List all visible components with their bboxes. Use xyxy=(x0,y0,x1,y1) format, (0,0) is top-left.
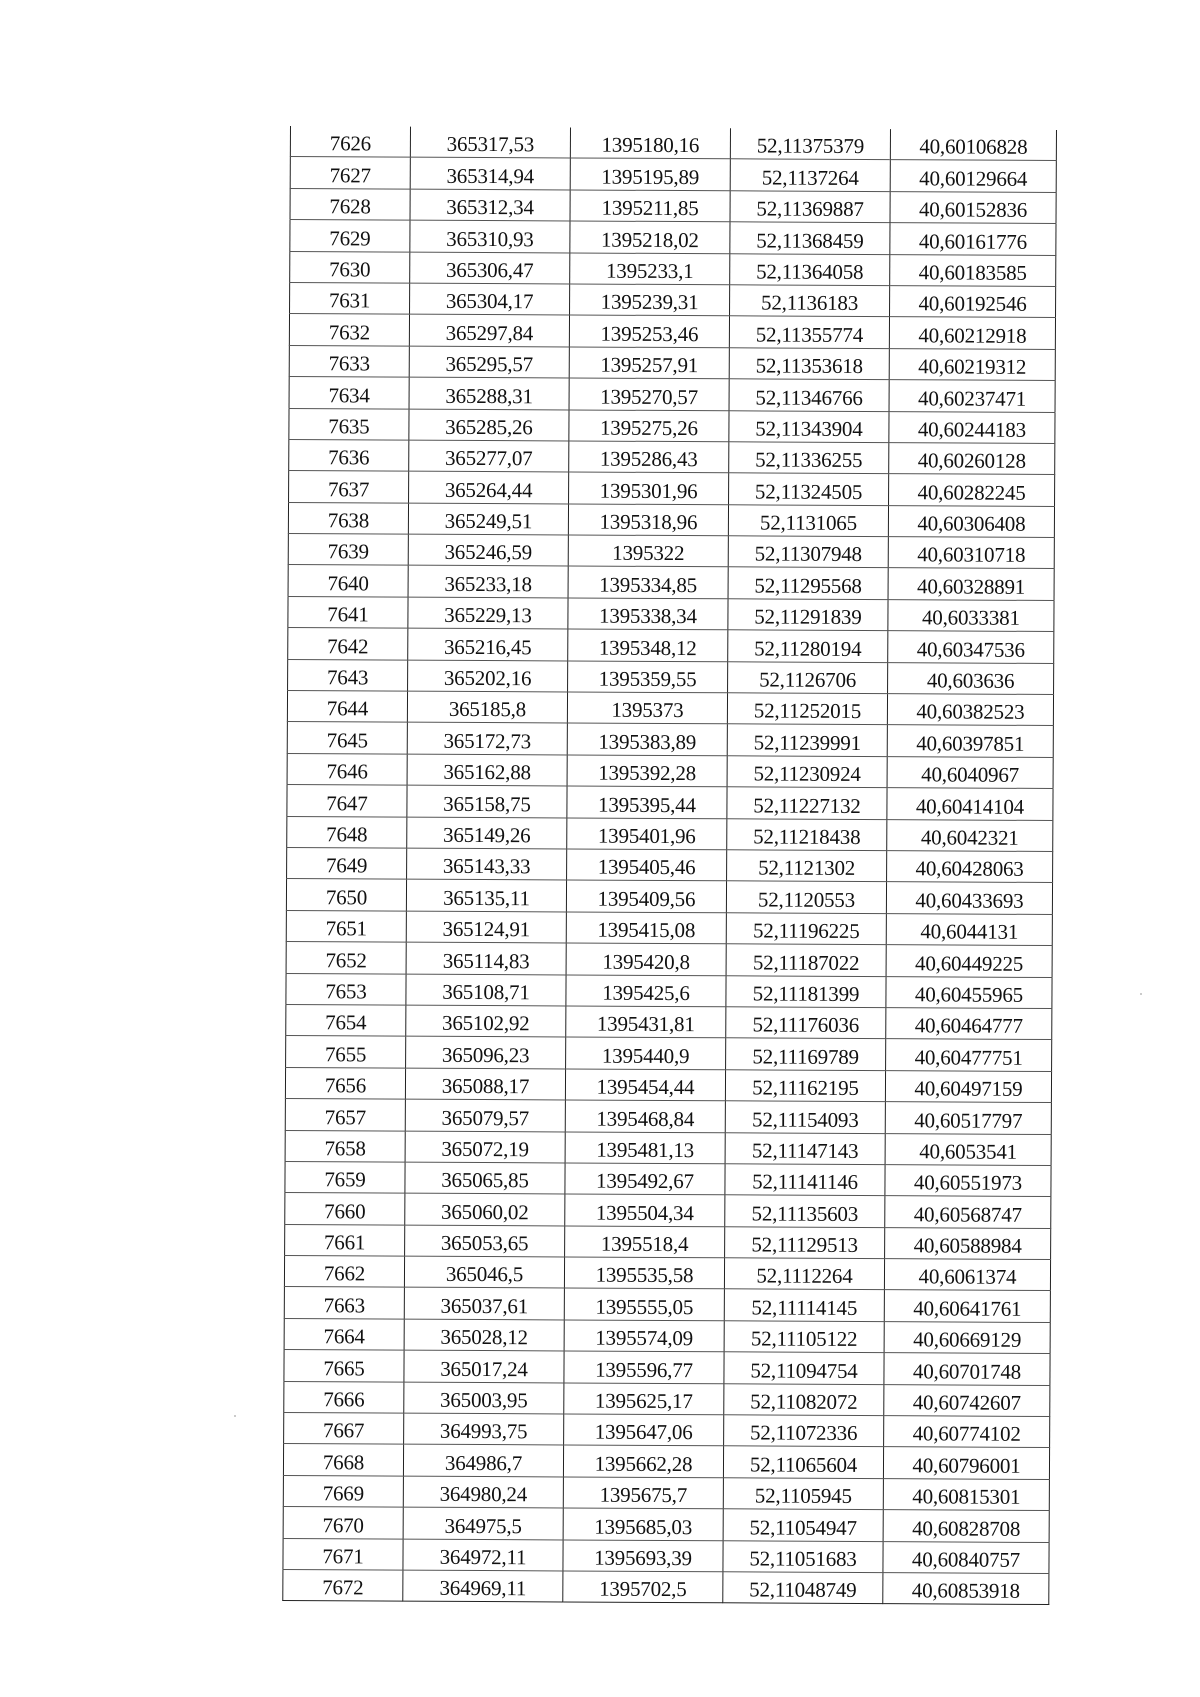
table-row xyxy=(286,973,1052,1008)
y-coordinate-cell: 1395675,7 xyxy=(563,1477,723,1509)
latitude-cell: 52,11346766 xyxy=(729,379,889,411)
point-number-cell: 7657 xyxy=(285,1099,405,1131)
y-coordinate-cell: 1395318,96 xyxy=(568,504,728,536)
y-coordinate-cell: 1395535,58 xyxy=(564,1257,724,1289)
longitude-cell: 40,6044131 xyxy=(886,913,1052,945)
longitude-cell: 40,60455965 xyxy=(886,976,1052,1008)
latitude-cell: 52,11291839 xyxy=(728,599,888,631)
y-coordinate-cell: 1395405,46 xyxy=(567,849,727,881)
latitude-cell: 52,11343904 xyxy=(729,410,889,442)
latitude-cell: 52,1121302 xyxy=(727,850,887,882)
y-coordinate-cell: 1395420,8 xyxy=(566,943,726,975)
table-row xyxy=(289,439,1055,474)
y-coordinate-cell: 1395359,55 xyxy=(568,661,728,693)
table-row xyxy=(289,377,1055,412)
longitude-cell: 40,60701748 xyxy=(884,1353,1050,1385)
point-number-cell: 7639 xyxy=(288,534,408,566)
longitude-cell: 40,60244183 xyxy=(889,411,1055,443)
y-coordinate-cell: 1395395,44 xyxy=(567,786,727,818)
latitude-cell: 52,11369887 xyxy=(730,191,890,223)
point-number-cell: 7665 xyxy=(284,1350,404,1382)
point-number-cell: 7668 xyxy=(283,1444,403,1476)
x-coordinate-cell: 365249,51 xyxy=(408,503,568,535)
table-row xyxy=(286,910,1052,945)
longitude-cell: 40,60310718 xyxy=(888,537,1054,569)
longitude-cell: 40,603636 xyxy=(888,662,1054,694)
point-number-cell: 7658 xyxy=(285,1130,405,1162)
longitude-cell: 40,60192546 xyxy=(890,286,1056,318)
longitude-cell: 40,60237471 xyxy=(889,380,1055,412)
latitude-cell: 52,11169789 xyxy=(726,1038,886,1070)
longitude-cell: 40,60212918 xyxy=(889,317,1055,349)
table-row xyxy=(286,942,1052,977)
x-coordinate-cell: 365158,75 xyxy=(407,785,567,817)
point-number-cell: 7640 xyxy=(288,565,408,597)
table-row xyxy=(289,408,1055,443)
x-coordinate-cell: 365312,34 xyxy=(410,189,570,221)
table-row xyxy=(285,1130,1051,1165)
table-row xyxy=(284,1350,1050,1385)
y-coordinate-cell: 1395431,81 xyxy=(566,1006,726,1038)
table-row xyxy=(290,157,1056,192)
coordinates-table-body xyxy=(283,126,1057,1605)
longitude-cell: 40,60347536 xyxy=(888,631,1054,663)
table-row xyxy=(288,565,1054,600)
point-number-cell: 7649 xyxy=(287,847,407,879)
longitude-cell: 40,60433693 xyxy=(886,882,1052,914)
y-coordinate-cell: 1395383,89 xyxy=(567,723,727,755)
longitude-cell: 40,60306408 xyxy=(888,505,1054,537)
y-coordinate-cell: 1395662,28 xyxy=(563,1445,723,1477)
x-coordinate-cell: 364986,7 xyxy=(403,1445,563,1477)
x-coordinate-cell: 365288,31 xyxy=(409,377,569,409)
y-coordinate-cell: 1395425,6 xyxy=(566,975,726,1007)
y-coordinate-cell: 1395693,39 xyxy=(563,1540,723,1572)
latitude-cell: 52,11355774 xyxy=(729,316,889,348)
point-number-cell: 7628 xyxy=(290,188,410,220)
point-number-cell: 7641 xyxy=(288,596,408,628)
x-coordinate-cell: 365114,83 xyxy=(406,942,566,974)
y-coordinate-cell: 1395625,17 xyxy=(564,1383,724,1415)
longitude-cell: 40,60414104 xyxy=(887,788,1053,820)
point-number-cell: 7661 xyxy=(285,1224,405,1256)
y-coordinate-cell: 1395574,09 xyxy=(564,1320,724,1352)
table-row xyxy=(287,753,1053,788)
table-row xyxy=(284,1413,1050,1448)
table-row xyxy=(283,1444,1049,1479)
scan-speck xyxy=(234,1415,236,1417)
y-coordinate-cell: 1395440,9 xyxy=(566,1037,726,1069)
x-coordinate-cell: 365216,45 xyxy=(408,628,568,660)
longitude-cell: 40,60382523 xyxy=(887,694,1053,726)
x-coordinate-cell: 365233,18 xyxy=(408,566,568,598)
latitude-cell: 52,11364058 xyxy=(730,253,890,285)
latitude-cell: 52,11239991 xyxy=(727,724,887,756)
y-coordinate-cell: 1395180,16 xyxy=(570,127,730,159)
longitude-cell: 40,60742607 xyxy=(884,1384,1050,1416)
x-coordinate-cell: 365314,94 xyxy=(410,158,570,190)
table-row xyxy=(290,220,1056,255)
x-coordinate-cell: 365072,19 xyxy=(405,1131,565,1163)
latitude-cell: 52,11141146 xyxy=(725,1164,885,1196)
latitude-cell: 52,11227132 xyxy=(727,787,887,819)
latitude-cell: 52,11252015 xyxy=(727,693,887,725)
point-number-cell: 7631 xyxy=(290,282,410,314)
x-coordinate-cell: 365028,12 xyxy=(404,1319,564,1351)
longitude-cell: 40,6061374 xyxy=(884,1259,1050,1291)
y-coordinate-cell: 1395468,84 xyxy=(565,1100,725,1132)
table-row xyxy=(284,1381,1050,1416)
point-number-cell: 7635 xyxy=(289,408,409,440)
point-number-cell: 7644 xyxy=(287,691,407,723)
point-number-cell: 7627 xyxy=(290,157,410,189)
y-coordinate-cell: 1395685,03 xyxy=(563,1508,723,1540)
latitude-cell: 52,11375379 xyxy=(730,128,890,160)
x-coordinate-cell: 365149,26 xyxy=(407,817,567,849)
table-row xyxy=(287,691,1053,726)
point-number-cell: 7659 xyxy=(285,1161,405,1193)
x-coordinate-cell: 365306,47 xyxy=(410,252,570,284)
y-coordinate-cell: 1395253,46 xyxy=(569,315,729,347)
y-coordinate-cell: 1395409,56 xyxy=(566,880,726,912)
table-row xyxy=(285,1099,1051,1134)
table-row xyxy=(288,596,1054,631)
point-number-cell: 7655 xyxy=(286,1036,406,1068)
x-coordinate-cell: 365304,17 xyxy=(410,283,570,315)
x-coordinate-cell: 365060,02 xyxy=(405,1193,565,1225)
longitude-cell: 40,60106828 xyxy=(890,129,1056,161)
point-number-cell: 7634 xyxy=(289,377,409,409)
y-coordinate-cell: 1395211,85 xyxy=(570,190,730,222)
latitude-cell: 52,11295568 xyxy=(728,567,888,599)
longitude-cell: 40,60397851 xyxy=(887,725,1053,757)
longitude-cell: 40,60161776 xyxy=(890,223,1056,255)
x-coordinate-cell: 365317,53 xyxy=(410,127,570,159)
y-coordinate-cell: 1395334,85 xyxy=(568,566,728,598)
point-number-cell: 7669 xyxy=(283,1475,403,1507)
latitude-cell: 52,11129513 xyxy=(725,1226,885,1258)
point-number-cell: 7662 xyxy=(284,1256,404,1288)
latitude-cell: 52,11181399 xyxy=(726,975,886,1007)
table-row xyxy=(287,847,1053,882)
latitude-cell: 52,11176036 xyxy=(726,1007,886,1039)
longitude-cell: 40,60428063 xyxy=(887,851,1053,883)
point-number-cell: 7647 xyxy=(287,785,407,817)
y-coordinate-cell: 1395233,1 xyxy=(570,253,730,285)
point-number-cell: 7670 xyxy=(283,1507,403,1539)
table-row xyxy=(288,502,1054,537)
x-coordinate-cell: 365162,88 xyxy=(407,754,567,786)
y-coordinate-cell: 1395322 xyxy=(568,535,728,567)
table-row xyxy=(286,1004,1052,1039)
latitude-cell: 52,11336255 xyxy=(729,442,889,474)
latitude-cell: 52,1120553 xyxy=(726,881,886,913)
point-number-cell: 7671 xyxy=(283,1538,403,1570)
longitude-cell: 40,60129664 xyxy=(890,160,1056,192)
latitude-cell: 52,11154093 xyxy=(725,1101,885,1133)
longitude-cell: 40,60152836 xyxy=(890,191,1056,223)
y-coordinate-cell: 1395504,34 xyxy=(565,1194,725,1226)
x-coordinate-cell: 365102,92 xyxy=(406,1005,566,1037)
longitude-cell: 40,60497159 xyxy=(885,1070,1051,1102)
y-coordinate-cell: 1395257,91 xyxy=(569,347,729,379)
table-row xyxy=(287,785,1053,820)
latitude-cell: 52,11048749 xyxy=(723,1572,883,1604)
x-coordinate-cell: 364993,75 xyxy=(404,1413,564,1445)
latitude-cell: 52,11065604 xyxy=(723,1446,883,1478)
longitude-cell: 40,60840757 xyxy=(883,1541,1049,1573)
y-coordinate-cell: 1395270,57 xyxy=(569,378,729,410)
point-number-cell: 7630 xyxy=(290,251,410,283)
x-coordinate-cell: 365135,11 xyxy=(406,879,566,911)
point-number-cell: 7663 xyxy=(284,1287,404,1319)
coordinates-table xyxy=(282,126,1057,1605)
latitude-cell: 52,1126706 xyxy=(728,661,888,693)
table-row xyxy=(283,1569,1049,1604)
longitude-cell: 40,60328891 xyxy=(888,568,1054,600)
table-row xyxy=(289,345,1055,380)
y-coordinate-cell: 1395338,34 xyxy=(568,598,728,630)
latitude-cell: 52,11218438 xyxy=(727,818,887,850)
x-coordinate-cell: 365088,17 xyxy=(405,1068,565,1100)
table-row xyxy=(288,628,1054,663)
y-coordinate-cell: 1395647,06 xyxy=(564,1414,724,1446)
latitude-cell: 52,11094754 xyxy=(724,1352,884,1384)
latitude-cell: 52,11353618 xyxy=(729,348,889,380)
longitude-cell: 40,60260128 xyxy=(889,443,1055,475)
longitude-cell: 40,6040967 xyxy=(887,756,1053,788)
table-row xyxy=(286,1036,1052,1071)
table-row xyxy=(290,188,1056,223)
x-coordinate-cell: 365285,26 xyxy=(409,409,569,441)
y-coordinate-cell: 1395555,05 xyxy=(564,1288,724,1320)
x-coordinate-cell: 365079,57 xyxy=(405,1099,565,1131)
table-row xyxy=(285,1224,1051,1259)
longitude-cell: 40,6053541 xyxy=(885,1133,1051,1165)
y-coordinate-cell: 1395518,4 xyxy=(565,1226,725,1258)
latitude-cell: 52,1137264 xyxy=(730,159,890,191)
table-row xyxy=(285,1067,1051,1102)
x-coordinate-cell: 365297,84 xyxy=(409,314,569,346)
table-row xyxy=(285,1193,1051,1228)
x-coordinate-cell: 365046,5 xyxy=(404,1256,564,1288)
latitude-cell: 52,11196225 xyxy=(726,913,886,945)
y-coordinate-cell: 1395702,5 xyxy=(563,1571,723,1603)
point-number-cell: 7664 xyxy=(284,1318,404,1350)
y-coordinate-cell: 1395348,12 xyxy=(568,629,728,661)
y-coordinate-cell: 1395286,43 xyxy=(569,441,729,473)
y-coordinate-cell: 1395415,08 xyxy=(566,912,726,944)
point-number-cell: 7626 xyxy=(290,126,410,158)
table-row xyxy=(284,1318,1050,1353)
latitude-cell: 52,11162195 xyxy=(725,1070,885,1102)
point-number-cell: 7638 xyxy=(288,502,408,534)
x-coordinate-cell: 365108,71 xyxy=(406,974,566,1006)
x-coordinate-cell: 365295,57 xyxy=(409,346,569,378)
table-row xyxy=(284,1256,1050,1291)
x-coordinate-cell: 364972,11 xyxy=(403,1539,563,1571)
x-coordinate-cell: 365065,85 xyxy=(405,1162,565,1194)
latitude-cell: 52,11105122 xyxy=(724,1321,884,1353)
table-row xyxy=(284,1287,1050,1322)
point-number-cell: 7643 xyxy=(288,659,408,691)
x-coordinate-cell: 365264,44 xyxy=(409,471,569,503)
y-coordinate-cell: 1395218,02 xyxy=(570,221,730,253)
longitude-cell: 40,60282245 xyxy=(889,474,1055,506)
x-coordinate-cell: 365310,93 xyxy=(410,220,570,252)
latitude-cell: 52,11114145 xyxy=(724,1289,884,1321)
x-coordinate-cell: 365172,73 xyxy=(407,723,567,755)
longitude-cell: 40,60449225 xyxy=(886,945,1052,977)
longitude-cell: 40,60183585 xyxy=(890,254,1056,286)
point-number-cell: 7637 xyxy=(289,471,409,503)
longitude-cell: 40,60477751 xyxy=(886,1039,1052,1071)
latitude-cell: 52,11324505 xyxy=(729,473,889,505)
point-number-cell: 7645 xyxy=(287,722,407,754)
latitude-cell: 52,11230924 xyxy=(727,756,887,788)
latitude-cell: 52,11368459 xyxy=(730,222,890,254)
point-number-cell: 7650 xyxy=(286,879,406,911)
x-coordinate-cell: 365229,13 xyxy=(408,597,568,629)
y-coordinate-cell: 1395301,96 xyxy=(569,472,729,504)
point-number-cell: 7666 xyxy=(284,1381,404,1413)
y-coordinate-cell: 1395195,89 xyxy=(570,158,730,190)
table-row xyxy=(283,1507,1049,1542)
longitude-cell: 40,60815301 xyxy=(883,1478,1049,1510)
x-coordinate-cell: 365053,65 xyxy=(405,1225,565,1257)
x-coordinate-cell: 364975,5 xyxy=(403,1507,563,1539)
point-number-cell: 7654 xyxy=(286,1004,406,1036)
longitude-cell: 40,6033381 xyxy=(888,599,1054,631)
longitude-cell: 40,6042321 xyxy=(887,819,1053,851)
longitude-cell: 40,60641761 xyxy=(884,1290,1050,1322)
longitude-cell: 40,60568747 xyxy=(885,1196,1051,1228)
table-row xyxy=(289,314,1055,349)
table-row xyxy=(286,879,1052,914)
longitude-cell: 40,60551973 xyxy=(885,1165,1051,1197)
latitude-cell: 52,11082072 xyxy=(724,1383,884,1415)
y-coordinate-cell: 1395373 xyxy=(567,692,727,724)
latitude-cell: 52,11054947 xyxy=(723,1509,883,1541)
y-coordinate-cell: 1395596,77 xyxy=(564,1351,724,1383)
longitude-cell: 40,60517797 xyxy=(885,1102,1051,1134)
longitude-cell: 40,60464777 xyxy=(886,1008,1052,1040)
y-coordinate-cell: 1395401,96 xyxy=(567,818,727,850)
latitude-cell: 52,1136183 xyxy=(730,285,890,317)
table-row xyxy=(290,282,1056,317)
point-number-cell: 7651 xyxy=(286,910,406,942)
x-coordinate-cell: 364980,24 xyxy=(403,1476,563,1508)
point-number-cell: 7632 xyxy=(289,314,409,346)
latitude-cell: 52,11051683 xyxy=(723,1540,883,1572)
point-number-cell: 7667 xyxy=(284,1413,404,1445)
latitude-cell: 52,11135603 xyxy=(725,1195,885,1227)
scan-speck xyxy=(1140,993,1142,995)
point-number-cell: 7672 xyxy=(283,1569,403,1601)
x-coordinate-cell: 364969,11 xyxy=(403,1570,563,1602)
x-coordinate-cell: 365003,95 xyxy=(404,1382,564,1414)
point-number-cell: 7648 xyxy=(287,816,407,848)
y-coordinate-cell: 1395481,13 xyxy=(565,1131,725,1163)
x-coordinate-cell: 365124,91 xyxy=(406,911,566,943)
longitude-cell: 40,60796001 xyxy=(883,1447,1049,1479)
x-coordinate-cell: 365185,8 xyxy=(407,691,567,723)
table-row xyxy=(289,471,1055,506)
point-number-cell: 7642 xyxy=(288,628,408,660)
latitude-cell: 52,11187022 xyxy=(726,944,886,976)
table-row xyxy=(290,126,1056,161)
x-coordinate-cell: 365277,07 xyxy=(409,440,569,472)
latitude-cell: 52,1105945 xyxy=(723,1478,883,1510)
latitude-cell: 52,11307948 xyxy=(728,536,888,568)
point-number-cell: 7646 xyxy=(287,753,407,785)
table-row xyxy=(287,816,1053,851)
x-coordinate-cell: 365096,23 xyxy=(406,1036,566,1068)
table-row xyxy=(283,1538,1049,1573)
table-row xyxy=(288,534,1054,569)
y-coordinate-cell: 1395275,26 xyxy=(569,409,729,441)
longitude-cell: 40,60669129 xyxy=(884,1321,1050,1353)
point-number-cell: 7653 xyxy=(286,973,406,1005)
latitude-cell: 52,11072336 xyxy=(724,1415,884,1447)
point-number-cell: 7652 xyxy=(286,942,406,974)
y-coordinate-cell: 1395492,67 xyxy=(565,1163,725,1195)
y-coordinate-cell: 1395239,31 xyxy=(570,284,730,316)
longitude-cell: 40,60219312 xyxy=(889,348,1055,380)
point-number-cell: 7633 xyxy=(289,345,409,377)
point-number-cell: 7636 xyxy=(289,439,409,471)
y-coordinate-cell: 1395454,44 xyxy=(565,1069,725,1101)
x-coordinate-cell: 365246,59 xyxy=(408,534,568,566)
latitude-cell: 52,11280194 xyxy=(728,630,888,662)
table-row xyxy=(288,659,1054,694)
longitude-cell: 40,60774102 xyxy=(884,1416,1050,1448)
longitude-cell: 40,60828708 xyxy=(883,1510,1049,1542)
latitude-cell: 52,11147143 xyxy=(725,1132,885,1164)
table-row xyxy=(287,722,1053,757)
point-number-cell: 7656 xyxy=(285,1067,405,1099)
x-coordinate-cell: 365143,33 xyxy=(407,848,567,880)
x-coordinate-cell: 365017,24 xyxy=(404,1350,564,1382)
x-coordinate-cell: 365037,61 xyxy=(404,1288,564,1320)
table-row xyxy=(290,251,1056,286)
longitude-cell: 40,60588984 xyxy=(885,1227,1051,1259)
point-number-cell: 7629 xyxy=(290,220,410,252)
latitude-cell: 52,1112264 xyxy=(724,1258,884,1290)
table-row xyxy=(285,1161,1051,1196)
point-number-cell: 7660 xyxy=(285,1193,405,1225)
longitude-cell: 40,60853918 xyxy=(883,1573,1049,1605)
y-coordinate-cell: 1395392,28 xyxy=(567,755,727,787)
latitude-cell: 52,1131065 xyxy=(728,504,888,536)
x-coordinate-cell: 365202,16 xyxy=(408,660,568,692)
table-row xyxy=(283,1475,1049,1510)
